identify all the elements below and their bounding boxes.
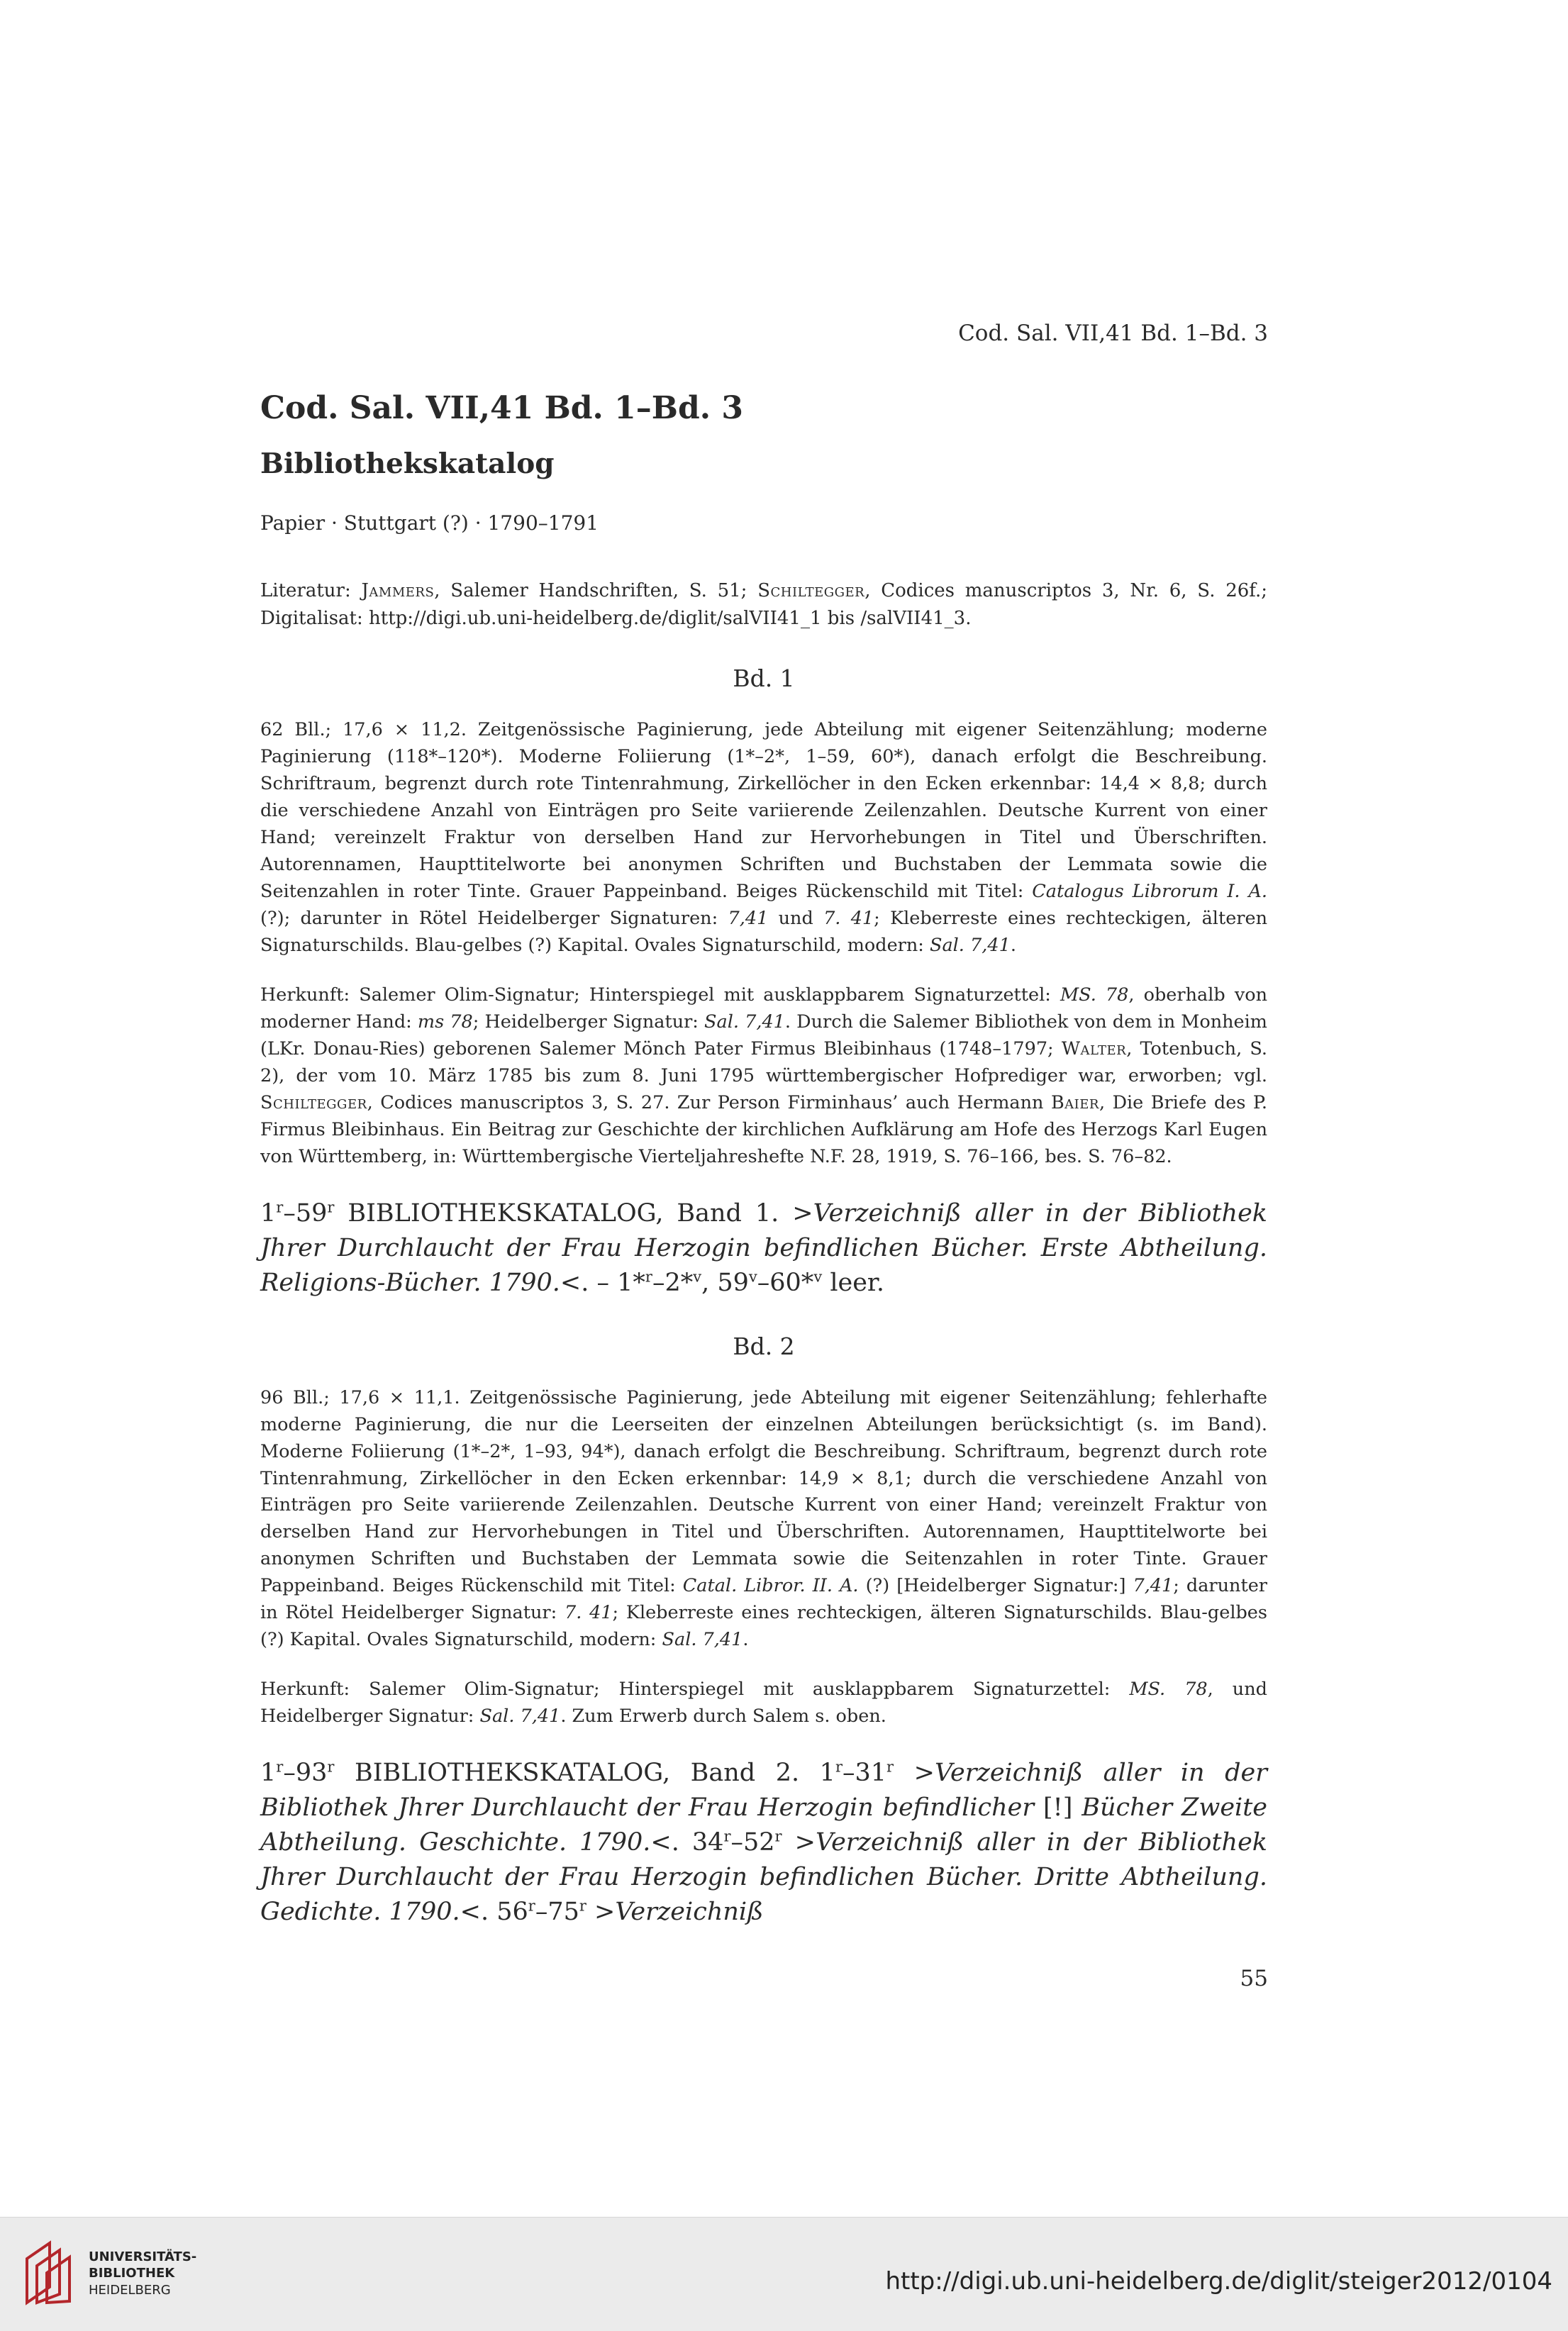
page-subtitle: Bibliothekskatalog [260,447,555,480]
band-1-heading: Bd. 1 [733,664,795,692]
library-logo-icon [21,2237,77,2308]
band-2-description: 96 Bll.; 17,6 × 11,1. Zeitgenössische Paginierung, jede Abteilung mit eigener Seitenzählung; fehlerhafte moderne Paginierung, die nur die Leerseiten der einzelnen Abteilungen berücksichtigt (s. im Band). Moderne Foliierung (1*–2*, 1–93, 94*), danach erfolgt die Beschreibung. Schriftraum, begrenzt durch rote Tintenrahmung, Zirkellöcher in den Ecken erkennbar: 14,9 × 8,1; durch die verschiedene Anzahl von Einträgen pro Seite variierende Zeilenzahlen. Deutsche Kurrent von einer Hand; vereinzelt Fraktur von derselben Hand zur Hervorhebungen in Titel und Überschriften. Autorennamen, Haupttitelworte bei anonymen Schriften und Buchstaben der Lemmata sowie die Seitenzahlen in roter Tinte. Grauer Pappeinband. Beiges Rückenschild mit Titel: Catal. Libror. II. A. (?) [Heidelberger Signatur:] 7,41; darunter in Rötel Heidelberger Signatur: 7. 41; Kleberreste eines rechteckigen, älteren Signaturschilds. Blau-gelbes (?) Kapital. Ovales Signaturschild, modern: Sal. 7,41. [260,1386,1267,1651]
literature-paragraph: Literatur: Jammers, Salemer Handschriften, S. 51; Schiltegger, Codices manuscriptos 3, Nr. 6, S. 26f.; Digitalisat: http://digi.ub.uni-heidelberg.de/diglit/salVII41_1 bis /salVII41_3. [260,579,1268,629]
band-2-provenance: Herkunft: Salemer Olim-Signatur; Hinterspiegel mit ausklappbarem Signaturzettel: MS. 78, und Heidelberger Signatur: Sal. 7,41. Zum Erwerb durch Salem s. oben. [260,1679,1267,1728]
running-header: Cod. Sal. VII,41 Bd. 1–Bd. 3 [958,321,1268,346]
band-1-contents-entry: 1$^r$–59$^r$ BIBLIOTHEKSKATALOG, Band 1. >Verzeichniß aller in der Bibliothek Jhrer Durchlaucht der Frau Herzogin befindlichen Bücher. Erste Abtheilung. Religions-Bücher. 1790.<. – 1*$^r$–2*$^v$, 59$^v$–60*$^v$ leer. [260,1198,1267,1297]
permalink-url[interactable]: http://digi.ub.uni-heidelberg.de/diglit/steiger2012/0104 [885,2267,1552,2296]
material-place-date: Papier · Stuttgart (?) · 1790–1791 [260,511,599,535]
band-2-heading: Bd. 2 [733,1332,795,1360]
band-1-description: 62 Bll.; 17,6 × 11,2. Zeitgenössische Paginierung, jede Abteilung mit eigener Seitenzählung; moderne Paginierung (118*–120*). Moderne Foliierung (1*–2*, 1–59, 60*), danach erfolgt die Beschreibung. Schriftraum, begrenzt durch rote Tintenrahmung, Zirkellöcher in den Ecken erkennbar: 14,4 × 8,8; durch die verschiedene Anzahl von Einträgen pro Seite variierende Zeilenzahlen. Deutsche Kurrent von einer Hand; vereinzelt Fraktur von derselben Hand zur Hervorhebungen in Titel und Überschriften. Autorennamen, Haupttitelworte bei anonymen Schriften und Buchstaben der Lemmata sowie die Seitenzahlen in roter Tinte. Grauer Pappeinband. Beiges Rückenschild mit Titel: Catalogus Librorum I. A. (?); darunter in Rötel Heidelberger Signaturen: 7,41 und 7. 41; Kleberreste eines rechteckigen, älteren Signaturschilds. Blau-gelbes (?) Kapital. Ovales Signaturschild, modern: Sal. 7,41. [260,718,1267,956]
band-1-provenance: Herkunft: Salemer Olim-Signatur; Hinterspiegel mit ausklappbarem Signaturzettel: MS. 78, oberhalb von moderner Hand: ms 78; Heidelberger Signatur: Sal. 7,41. Durch die Salemer Bibliothek von dem in Monheim (LKr. Donau-Ries) geborenen Salemer Mönch Pater Firmus Bleibinhaus (1748–1797; Walter, Totenbuch, S. 2), der vom 10. März 1785 bis zum 8. Juni 1795 württembergischer Hofprediger war, erworben; vgl. Schiltegger, Codices manuscriptos 3, S. 27. Zur Person Firminhaus’ auch Hermann Baier, Die Briefe des P. Firmus Bleibinhaus. Ein Beitrag zur Geschichte der kirchlichen Aufklärung am Hofe des Herzogs Karl Eugen von Württemberg, in: Württembergische Vierteljahreshefte N.F. 28, 1919, S. 76–166, bes. S. 76–82. [260,984,1268,1167]
band-2-contents-entry: 1$^r$–93$^r$ BIBLIOTHEKSKATALOG, Band 2. $1^r-31^r$ >Verzeichniß aller in der Bibliothek Jhrer Durchlaucht der Frau Herzogin befindlicher [!] Bücher Zweite Abtheilung. Geschichte. 1790.<. $34^r-52^r$ >Verzeichniß aller in der Bibliothek Jhrer Durchlaucht der Frau Herzogin befindlichen Bücher. Dritte Abtheilung. Gedichte. 1790.<. $56^r-75^r$ >Verzeichniß [260,1758,1268,1927]
page-number: 55 [1240,1966,1268,1991]
library-name: UNIVERSITÄTS- BIBLIOTHEK HEIDELBERG [89,2249,197,2298]
viewer-footer-bar [0,2217,1568,2331]
main-content [260,390,1267,1930]
page-title: Cod. Sal. VII,41 Bd. 1–Bd. 3 [260,390,743,426]
